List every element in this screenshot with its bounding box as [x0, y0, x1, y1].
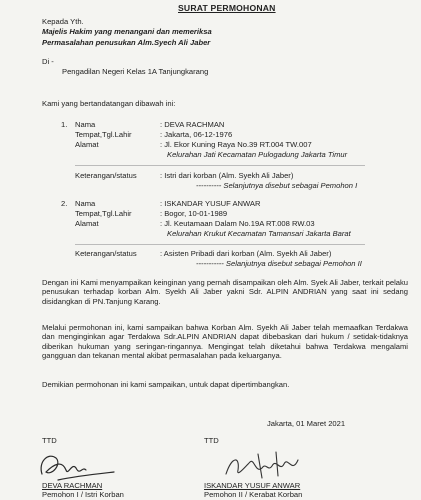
status-value: : Asisten Pribadi dari korban (Alm. Syekh Ali Jaber): [160, 249, 332, 258]
status-tail: ---------- Selanjutnya disebut sebagai Pemohon I: [196, 181, 358, 190]
status-value: : Istri dari korban (Alm. Syekh Ali Jaber): [160, 171, 294, 180]
recipient-court: Pengadilan Negeri Kelas 1A Tanjungkarang: [62, 67, 209, 76]
birth-label: Tempat,Tgl.Lahir: [75, 130, 132, 139]
signer-role: Pemohon II / Kerabat Korban: [204, 490, 303, 499]
signature-deva: [36, 446, 131, 484]
signature-iskandar: [218, 448, 308, 484]
body-paragraph: Demikian permohonan ini kami sampaikan, untuk dapat dipertimbangkan.: [42, 380, 290, 389]
ttd-label: TTD: [42, 436, 57, 445]
status-tail: ----------- Selanjutnya disebut sebagai Pemohon II: [196, 259, 362, 268]
name-label: Nama: [75, 199, 96, 208]
separator: [75, 165, 365, 166]
recipient-salutation: Kepada Yth.: [42, 17, 84, 26]
separator: [75, 244, 365, 245]
letter-title: SURAT PERMOHONAN: [178, 3, 276, 13]
recipient-line: Majelis Hakim yang menangani dan memeriksa: [42, 27, 212, 36]
body-paragraph: Melalui permohonan ini, kami sampaikan bahwa Korban Alm. Syekh Ali Jaber telah memaafkan Terdakwa dan menginginkan agar Terdakwa Sdr.ALPIN ANDRIAN dapat dibebaskan dari hukum / setidak-tidaknya diberikan hukuman yang seringan-ringannya. Mengingat telah diketahui bahwa Terdakwa mengalami gangguan dan tekanan mental akibat permasalahan pada keluarganya.: [42, 323, 408, 361]
signer-name: DEVA RACHMAN: [42, 481, 103, 490]
birth-value: : Bogor, 10-01-1989: [160, 209, 228, 218]
recipient-di: Di -: [42, 57, 54, 66]
recipient-line: Permasalahan penusukan Alm.Syech Ali Jaber: [42, 38, 211, 47]
birth-label: Tempat,Tgl.Lahir: [75, 209, 132, 218]
intro-text: Kami yang bertandatangan dibawah ini:: [42, 99, 176, 108]
place-date: Jakarta, 01 Maret 2021: [267, 419, 346, 428]
name-value: : ISKANDAR YUSUF ANWAR: [160, 199, 261, 208]
name-value: : DEVA RACHMAN: [160, 120, 225, 129]
address-value-2: Kelurahan Krukut Kecamatan Tamansari Jakarta Barat: [167, 229, 351, 238]
address-value: : Jl. Ekor Kuning Raya No.39 RT.004 TW.007: [160, 140, 312, 149]
person-number: 1.: [61, 120, 68, 129]
address-value-2: Kelurahan Jati Kecamatan Pulogadung Jakarta Timur: [167, 150, 348, 159]
address-value: : Jl. Keutamaan Dalam No.19A RT.008 RW.03: [160, 219, 315, 228]
signer-name: ISKANDAR YUSUF ANWAR: [204, 481, 301, 490]
birth-value: : Jakarta, 06-12-1976: [160, 130, 233, 139]
ttd-label: TTD: [204, 436, 219, 445]
status-label: Keterangan/status: [75, 249, 137, 258]
name-label: Nama: [75, 120, 96, 129]
body-paragraph: Dengan ini Kami menyampaikan keinginan yang pernah disampaikan oleh Alm. Syek Ali Jaber, terkait pelaku penusukan terhadap korban Alm. Syekh Ali Jaber yakni Sdr. ALPIN ANDRIAN yang saat ini sedang disidangkan di PN.Tanjung Karang.: [42, 278, 408, 306]
person-number: 2.: [61, 199, 68, 208]
address-label: Alamat: [75, 219, 99, 228]
status-label: Keterangan/status: [75, 171, 137, 180]
signer-role: Pemohon I / Istri Korban: [42, 490, 124, 499]
address-label: Alamat: [75, 140, 99, 149]
